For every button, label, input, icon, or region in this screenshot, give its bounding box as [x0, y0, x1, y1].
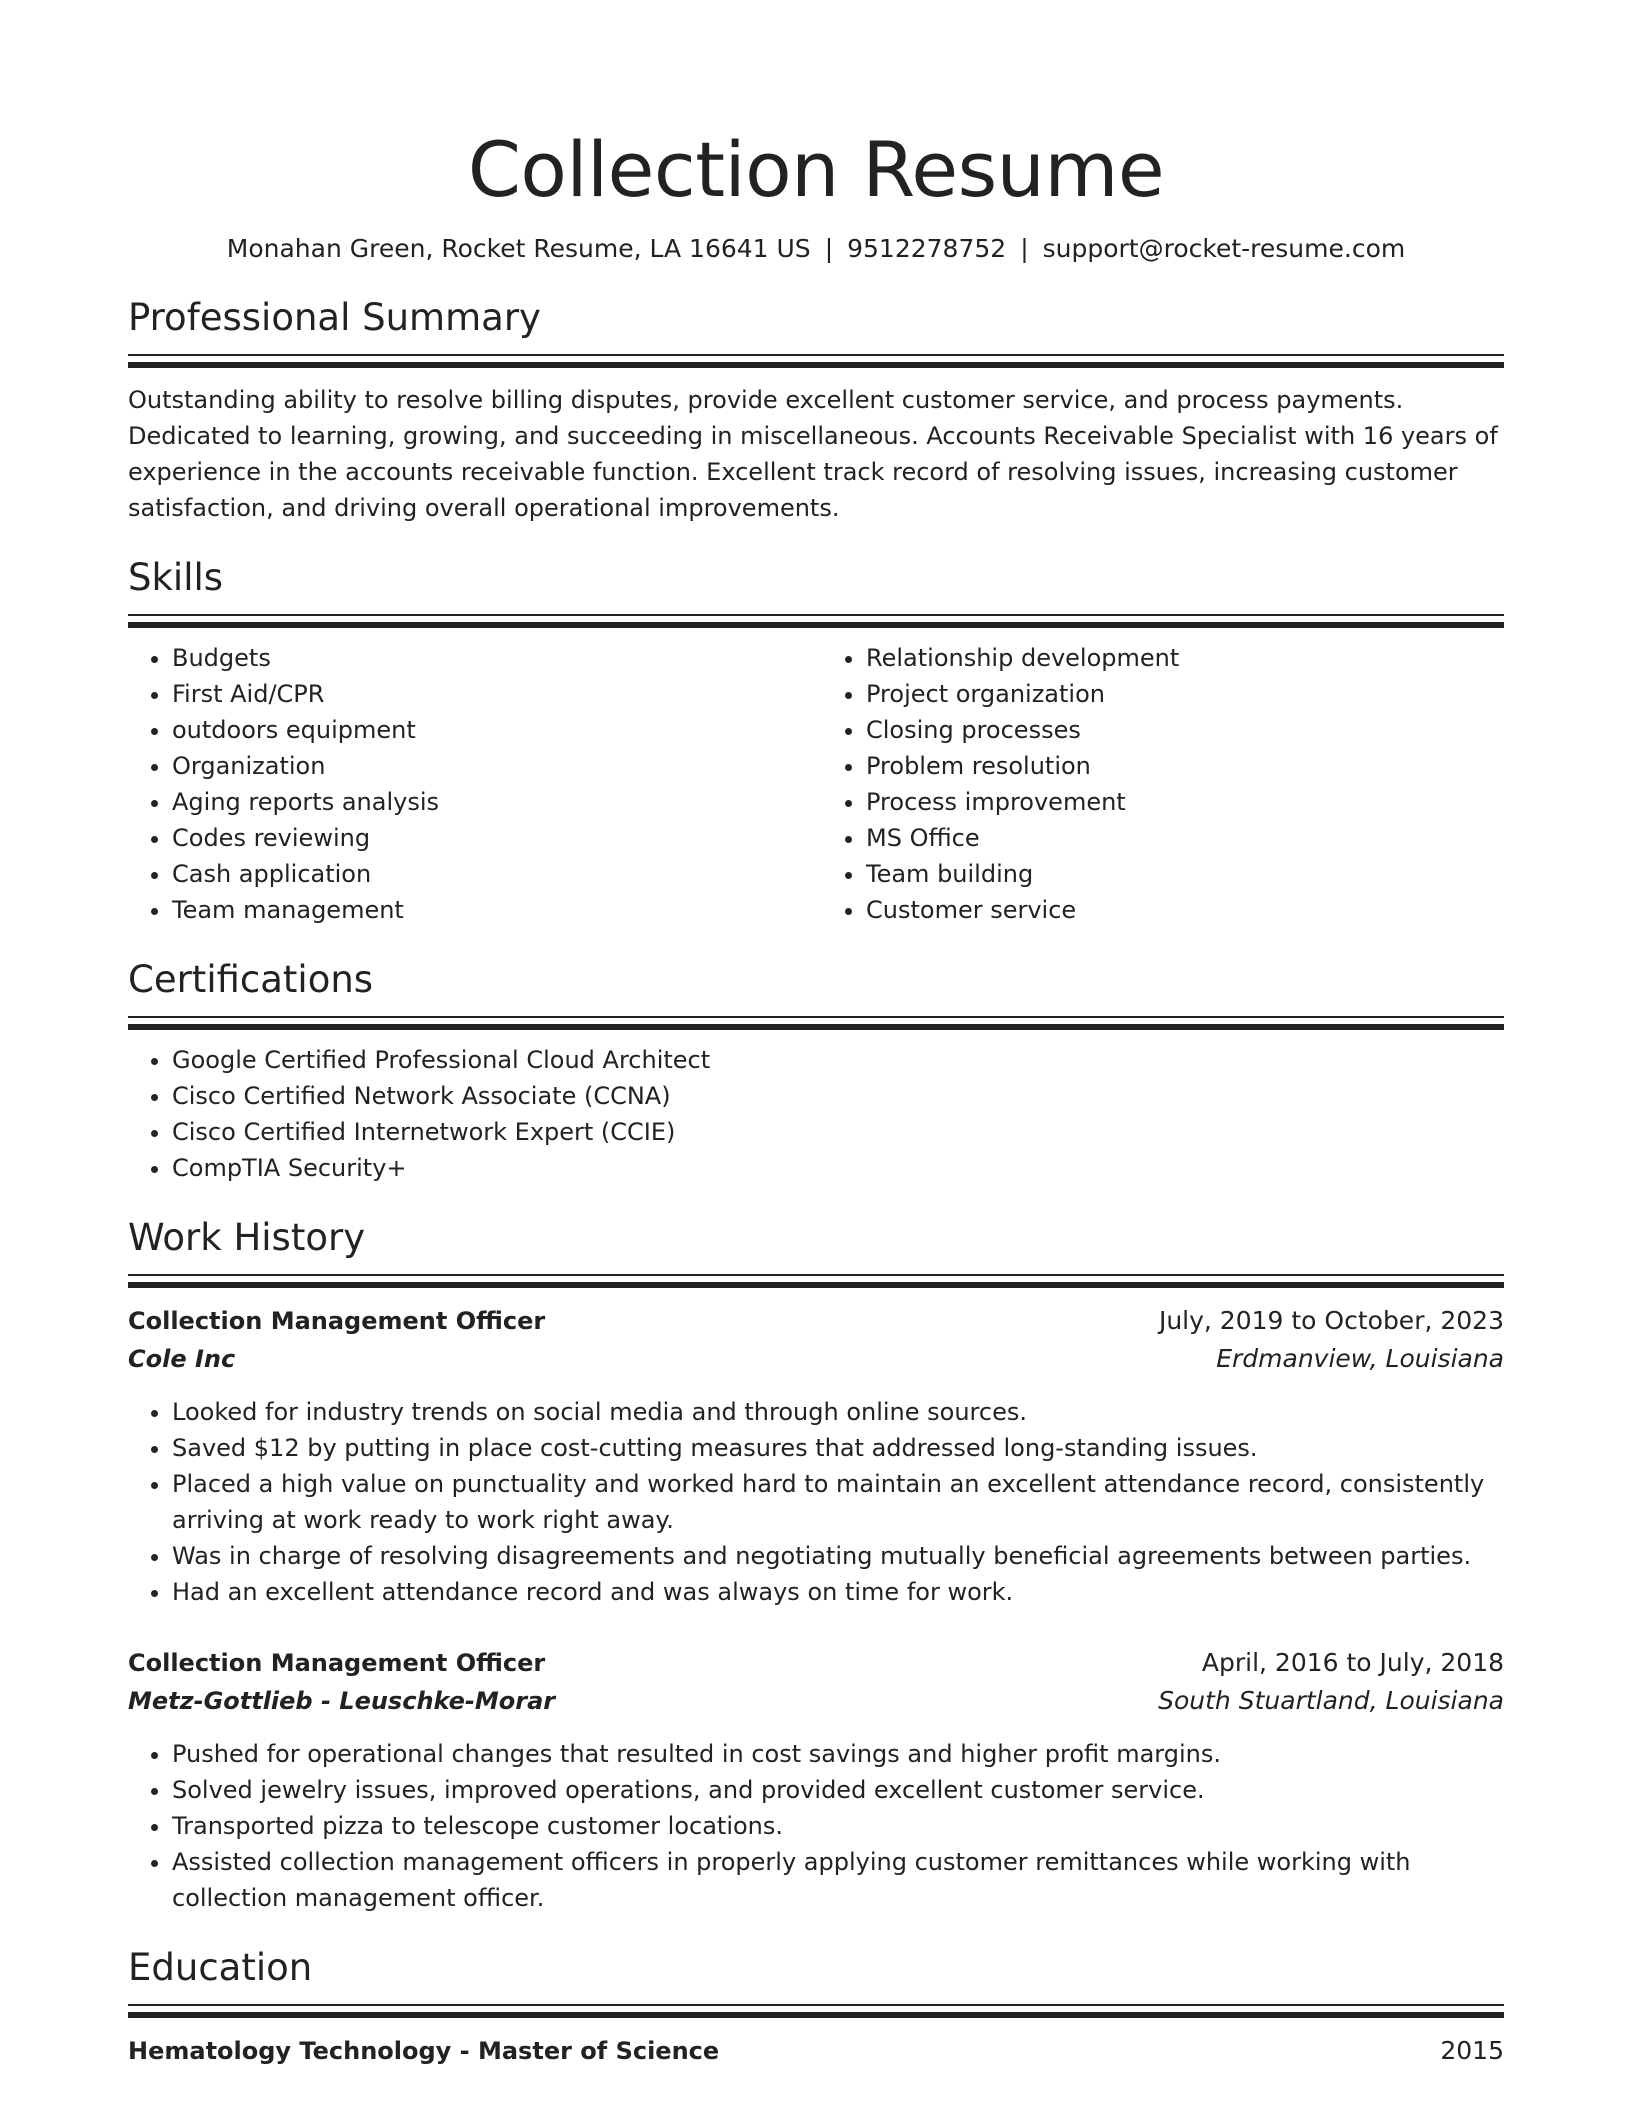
certifications-list: [128, 1042, 1504, 1186]
resume-title: Collection Resume: [467, 125, 1165, 214]
certification-item: • Cisco Certified Network Associate (CCNA): [172, 1078, 1504, 1114]
skill-item: • Project organization: [866, 676, 1504, 712]
summary-section: [128, 294, 1504, 526]
skill-item: • Codes reviewing: [172, 820, 816, 856]
job-bullet: • Pushed for operational changes that resulted in cost savings and higher profit margins.: [172, 1736, 1504, 1772]
job-header-row: [128, 1302, 1504, 1340]
section-divider: [128, 614, 1504, 626]
contact-email: support@rocket-resume.com: [1042, 234, 1406, 263]
skill-item: • Customer service: [866, 892, 1504, 928]
job-bullets: [128, 1736, 1504, 1916]
job-bullet: • Saved $12 by putting in place cost-cutting measures that addressed long-standing issues.: [172, 1430, 1504, 1466]
section-divider: [128, 354, 1504, 366]
contact-address: Monahan Green, Rocket Resume, LA 16641 US: [226, 234, 811, 263]
skills-list-right: [816, 640, 1504, 928]
skill-item: • Team building: [866, 856, 1504, 892]
section-title-skills: Skills: [128, 556, 224, 599]
skill-item: • Team management: [172, 892, 816, 928]
skill-item: • Aging reports analysis: [172, 784, 816, 820]
education-degree: Hematology Technology - Master of Science: [128, 2037, 720, 2065]
job-company: Cole Inc: [128, 1345, 236, 1373]
contact-separator: |: [824, 234, 834, 263]
certification-item: • Cisco Certified Internetwork Expert (CCIE): [172, 1114, 1504, 1150]
job-location: Erdmanview, Louisiana: [1216, 1344, 1504, 1373]
education-row: [128, 2032, 1504, 2070]
job-bullet: • Transported pizza to telescope customer locations.: [172, 1808, 1504, 1844]
job-bullet: • Solved jewelry issues, improved operations, and provided excellent customer service.: [172, 1772, 1504, 1808]
section-divider: [128, 1274, 1504, 1286]
job-dates: April, 2016 to July, 2018: [1201, 1648, 1504, 1677]
certification-item: • CompTIA Security+: [172, 1150, 1504, 1186]
skill-item: • Relationship development: [866, 640, 1504, 676]
job-company: Metz-Gottlieb - Leuschke-Morar: [128, 1687, 556, 1715]
skills-grid: [128, 626, 1504, 928]
education-year: 2015: [1440, 2036, 1504, 2065]
job-dates: July, 2019 to October, 2023: [1158, 1306, 1504, 1335]
job-bullet: • Looked for industry trends on social media and through online sources.: [172, 1394, 1504, 1430]
work-history-section: [128, 1214, 1504, 1916]
job-title: Collection Management Officer: [128, 1649, 546, 1677]
contact-phone: 9512278752: [847, 234, 1007, 263]
job-subheader-row: [128, 1682, 1504, 1720]
skill-item: • outdoors equipment: [172, 712, 816, 748]
job-bullet: • Had an excellent attendance record and was always on time for work.: [172, 1574, 1504, 1610]
job-title: Collection Management Officer: [128, 1307, 546, 1335]
section-title-work-history: Work History: [128, 1216, 366, 1259]
education-entry: [128, 2032, 1504, 2070]
job-bullet: • Was in charge of resolving disagreements and negotiating mutually beneficial agreements between parties.: [172, 1538, 1504, 1574]
job-entry: [128, 1644, 1504, 1916]
skill-item: • Budgets: [172, 640, 816, 676]
skills-section: [128, 554, 1504, 928]
skill-item: • Closing processes: [866, 712, 1504, 748]
resume-page: [128, 0, 1504, 2070]
job-header-row: [128, 1644, 1504, 1682]
skill-item: • Problem resolution: [866, 748, 1504, 784]
certifications-section: [128, 956, 1504, 1186]
skill-item: • Organization: [172, 748, 816, 784]
job-location: South Stuartland, Louisiana: [1158, 1686, 1504, 1715]
skills-list-left: [128, 640, 816, 928]
section-title-summary: Professional Summary: [128, 296, 541, 339]
skill-item: • First Aid/CPR: [172, 676, 816, 712]
job-bullet: • Assisted collection management officers in properly applying customer remittances while working with collection management officer.: [172, 1844, 1504, 1916]
summary-text: Outstanding ability to resolve billing disputes, provide excellent customer service, and process payments. Dedicated to learning, growing, and succeeding in miscellaneous. Accounts Receivable Specialist with 16 years of experience in the accounts receivable function. Excellent track record of resolving issues, increasing customer satisfaction, and driving overall operational improvements.: [128, 386, 1498, 522]
section-divider: [128, 2004, 1504, 2016]
skill-item: • Process improvement: [866, 784, 1504, 820]
contact-line: [128, 232, 1504, 266]
job-bullets: [128, 1394, 1504, 1610]
skill-item: • Cash application: [172, 856, 816, 892]
certification-item: • Google Certified Professional Cloud Architect: [172, 1042, 1504, 1078]
job-bullet: • Placed a high value on punctuality and worked hard to maintain an excellent attendance record, consistently arriving at work ready to work right away.: [172, 1466, 1504, 1538]
skill-item: • MS Office: [866, 820, 1504, 856]
section-divider: [128, 1016, 1504, 1028]
job-subheader-row: [128, 1340, 1504, 1378]
education-section: [128, 1944, 1504, 2070]
section-title-education: Education: [128, 1946, 313, 1989]
contact-separator: |: [1020, 234, 1029, 263]
section-title-certifications: Certifications: [128, 958, 374, 1001]
job-entry: [128, 1302, 1504, 1610]
